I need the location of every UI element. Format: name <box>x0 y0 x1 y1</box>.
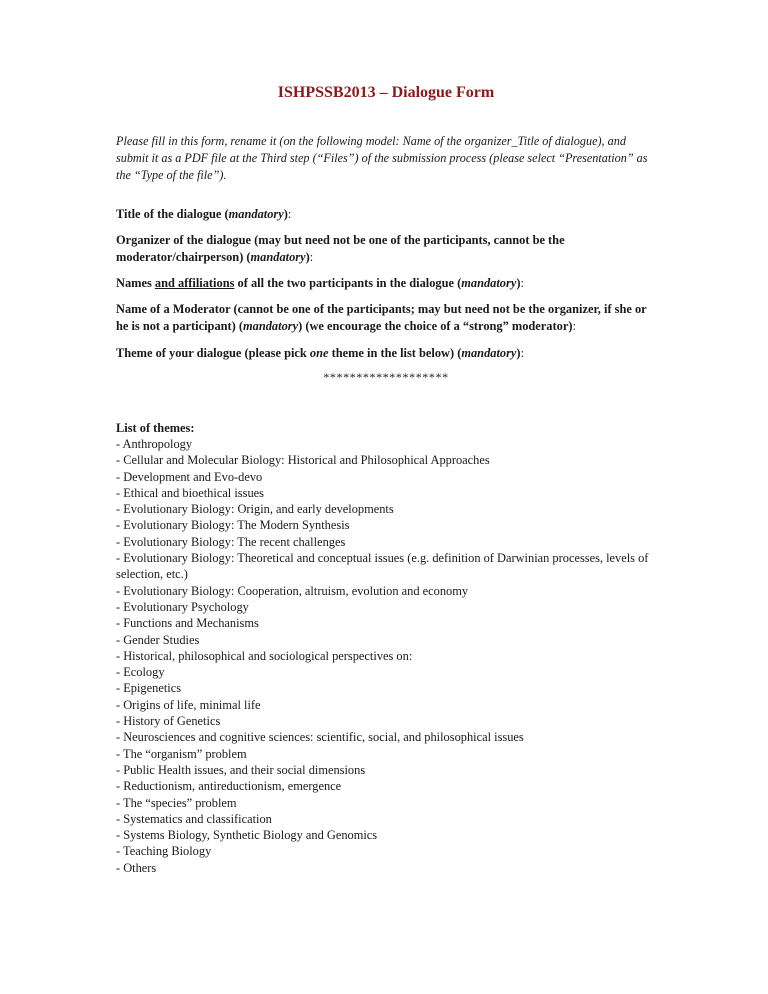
theme-item: - Reductionism, antireductionism, emergence <box>116 779 342 794</box>
theme-item: - Anthropology <box>116 437 193 451</box>
field-dialogue-title <box>116 206 656 223</box>
theme-item: - Cellular and Molecular Biology: Historical and Philosophical Approaches <box>116 453 490 468</box>
theme-item: - Ecology <box>116 665 165 680</box>
theme-item: - Evolutionary Psychology <box>116 599 249 614</box>
field-label-start: Name of a Moderator (cannot be one of the participants; may but need not be the organizer, if she or he is not a participant) ( <box>116 302 647 333</box>
field-colon: : <box>520 276 524 290</box>
theme-item: - Public Health issues, and their social dimensions <box>116 762 366 777</box>
themes-heading: List of themes: <box>116 421 195 435</box>
field-colon: : <box>287 207 292 221</box>
theme-item: - The “organism” problem <box>116 746 247 761</box>
field-label-start: Names <box>116 276 155 290</box>
theme-item: - History of Genetics <box>116 714 221 729</box>
theme-item: - Ethical and bioethical issues <box>116 485 264 500</box>
field-label-close: ) <box>516 276 521 290</box>
theme-item: - Gender Studies <box>116 632 200 647</box>
one-emphasis: one <box>309 346 329 360</box>
separator-stars: ******************* <box>323 370 449 384</box>
theme-item: - Origins of life, minimal life <box>116 697 261 712</box>
underlined-affiliations: and affiliations <box>154 276 235 290</box>
theme-item: - Evolutionary Biology: The recent challenges <box>116 534 346 549</box>
field-label-end: ) (we encourage the choice of a “strong” moderator) <box>298 319 573 333</box>
theme-item: - Evolutionary Biology: Theoretical and conceptual issues (e.g. definition of Darwinian processes, levels of selection, etc.) <box>116 551 649 582</box>
page-title: ISHPSSB2013 – Dialogue Form <box>277 84 495 101</box>
theme-item: - Others <box>116 860 157 875</box>
theme-item: - Functions and Mechanisms <box>116 616 259 631</box>
field-label-close: ) <box>516 346 521 360</box>
theme-item: - Development and Evo-devo <box>116 469 263 484</box>
theme-item: - Epigenetics <box>116 681 182 696</box>
field-label-end: of all the two participants in the dialogue ( <box>234 276 462 290</box>
field-label-close: ) <box>283 207 288 221</box>
mandatory-marker: mandatory <box>250 250 306 264</box>
theme-item: - Evolutionary Biology: The Modern Synthesis <box>116 518 350 533</box>
mandatory-marker: mandatory <box>461 346 517 360</box>
mandatory-marker: mandatory <box>243 319 299 333</box>
theme-item: - Evolutionary Biology: Origin, and early developments <box>116 502 394 517</box>
field-label: Organizer of the dialogue (may but need not be one of the participants, cannot be the moderator/chairperson) ( <box>116 233 565 264</box>
theme-item: - Teaching Biology <box>116 844 212 859</box>
mandatory-marker: mandatory <box>228 207 284 221</box>
theme-item: - Evolutionary Biology: Cooperation, altruism, evolution and economy <box>116 583 469 598</box>
field-theme <box>116 345 656 362</box>
theme-item: - The “species” problem <box>116 795 237 810</box>
field-label-mid: theme in the list below) ( <box>328 346 462 360</box>
field-label-start: Theme of your dialogue (please pick <box>116 346 310 360</box>
field-colon: : <box>520 346 525 360</box>
theme-item: - Historical, philosophical and sociological perspectives on: <box>116 648 413 663</box>
field-participants <box>116 275 656 292</box>
themes-list <box>116 436 656 876</box>
field-colon: : <box>309 250 314 264</box>
field-moderator <box>116 301 656 335</box>
theme-item: - Systems Biology, Synthetic Biology and Genomics <box>116 828 378 843</box>
field-organizer <box>116 232 656 266</box>
mandatory-marker: mandatory <box>461 276 517 290</box>
field-colon: : <box>572 319 576 333</box>
field-label-close: ) <box>305 250 310 264</box>
theme-item: - Neurosciences and cognitive sciences: scientific, social, and philosophical issues <box>116 730 524 745</box>
intro-instructions: Please fill in this form, rename it (on the following model: Name of the organizer_Title of dialogue), and submit it as a PDF file at the Third step (“Files”) of the submission process (please select “Presentation” as the “Type of the file”). <box>116 134 648 182</box>
theme-item: - Systematics and classification <box>116 811 272 826</box>
field-label: Title of the dialogue ( <box>116 207 229 221</box>
